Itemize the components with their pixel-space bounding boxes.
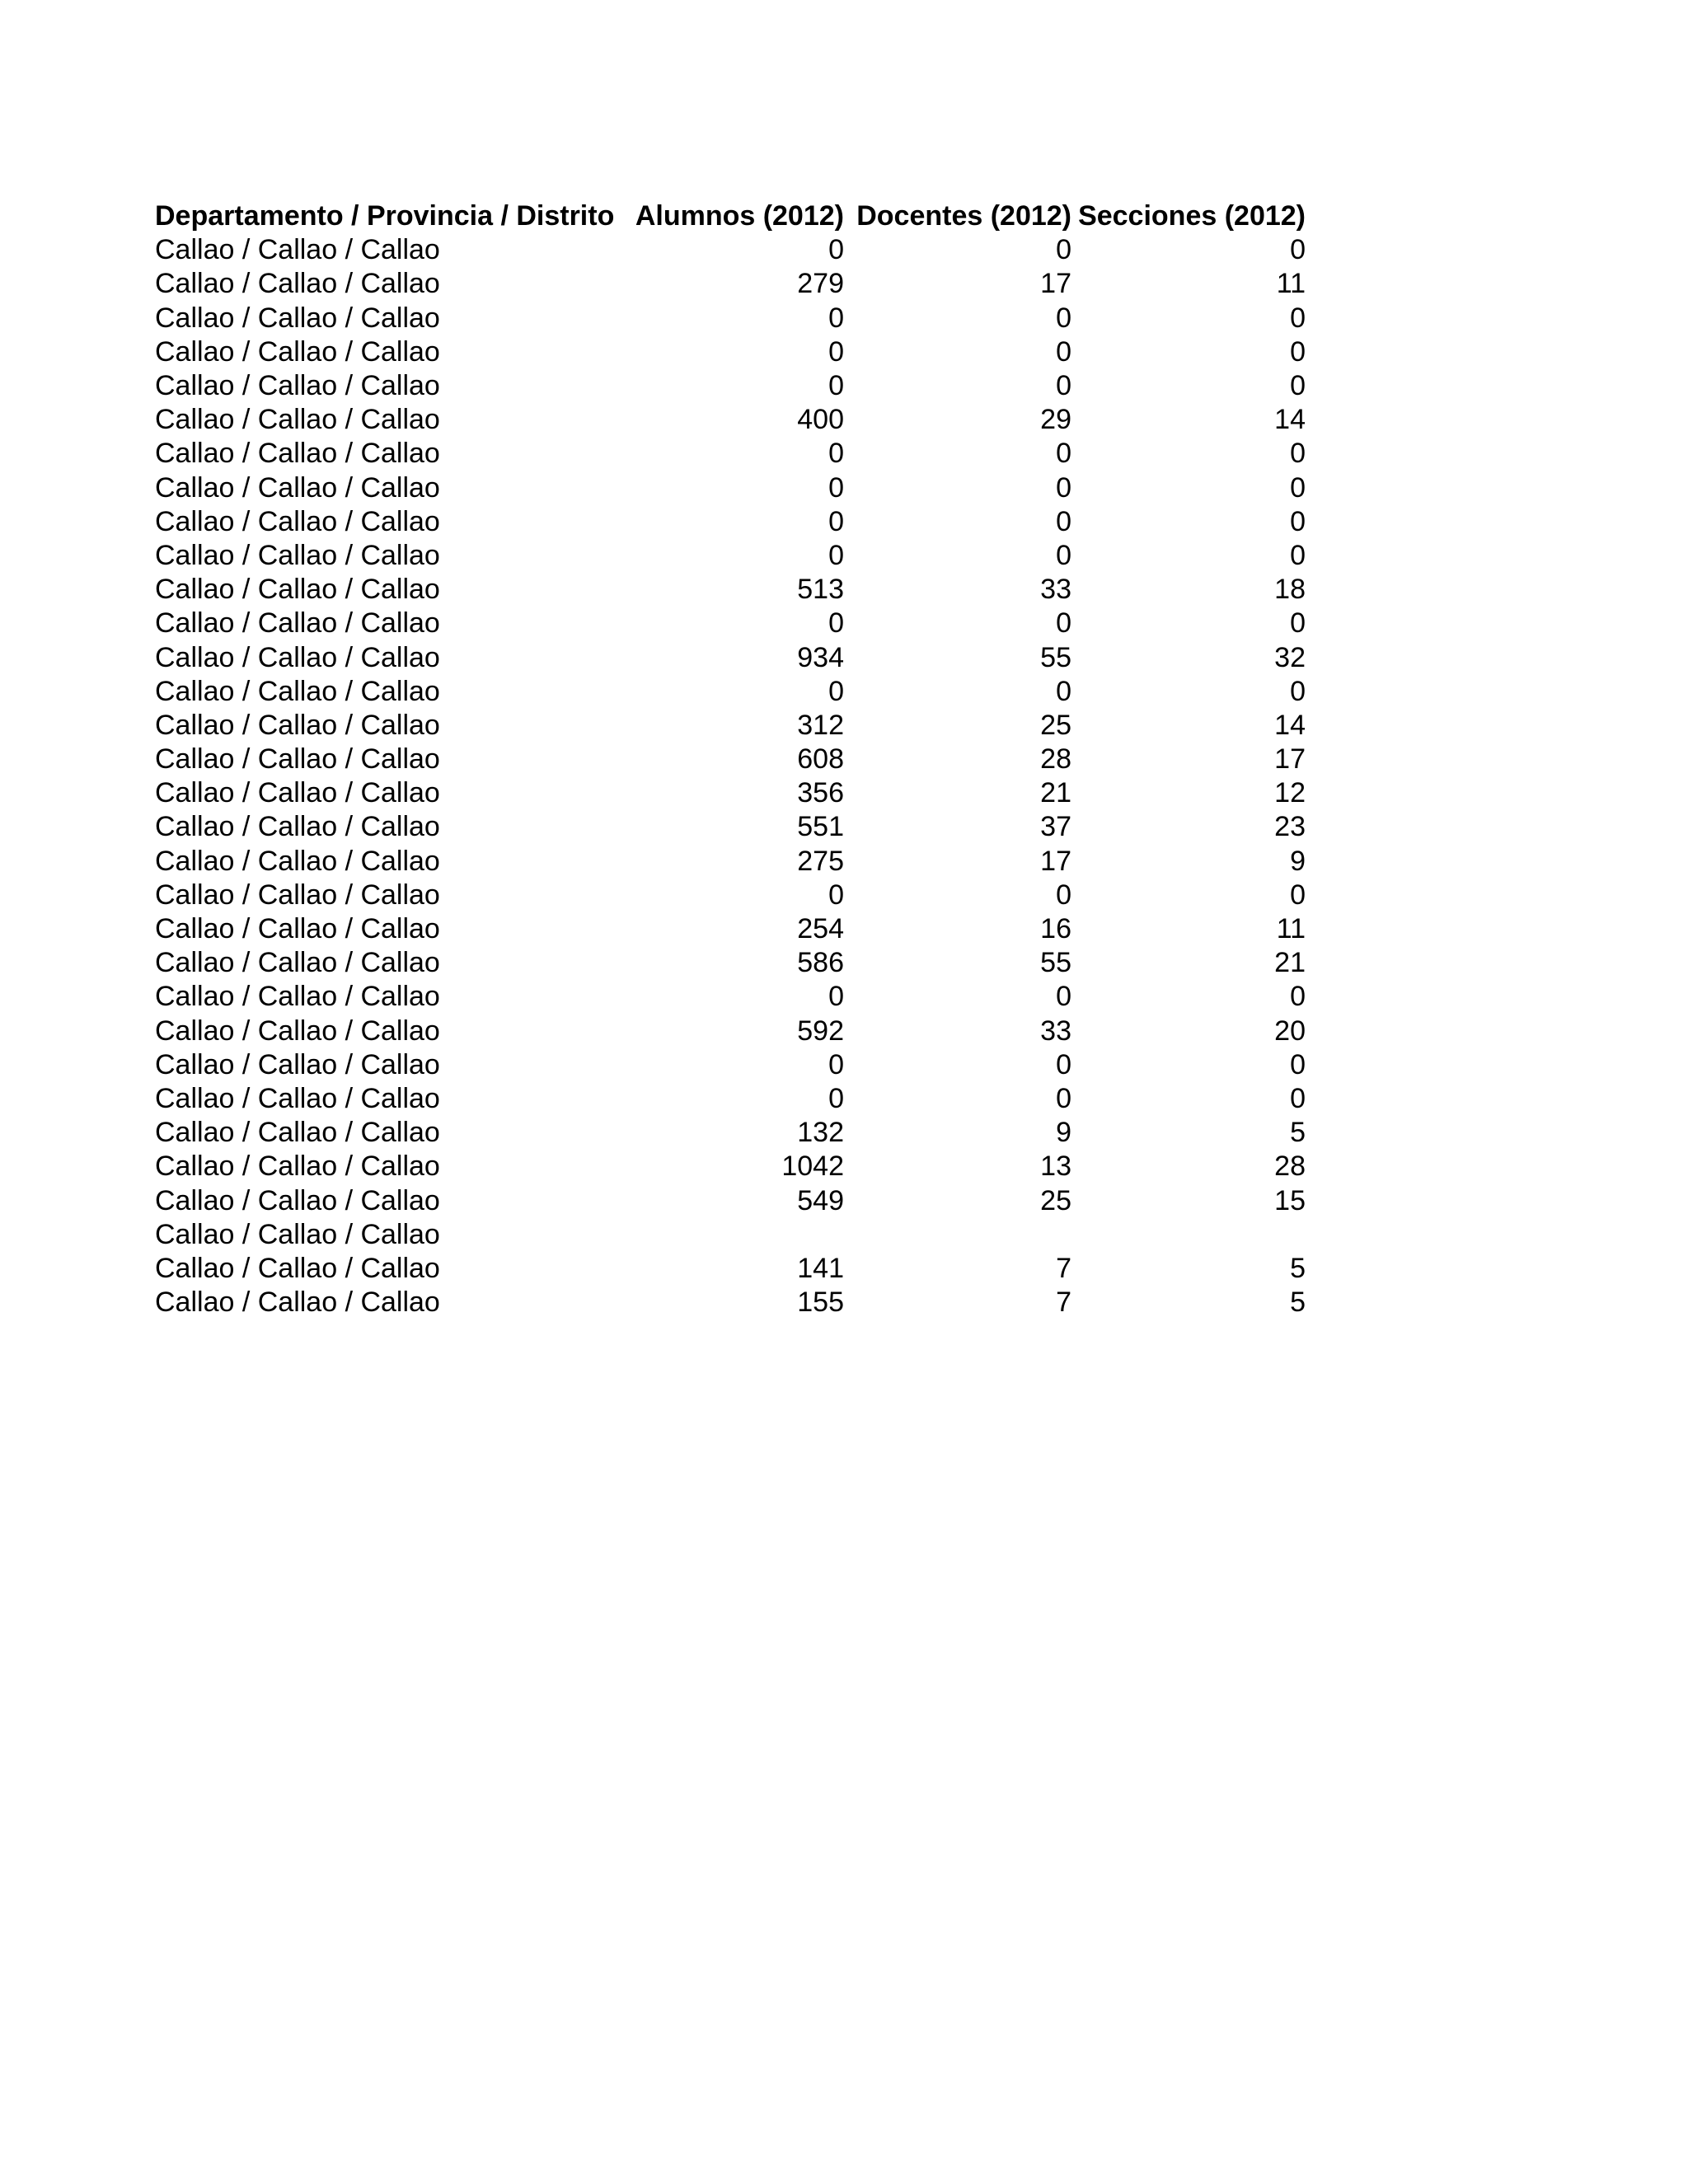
cell-students: 1042 [781,1151,844,1183]
table-row [155,437,1309,471]
cell-teachers: 37 [1040,811,1071,843]
cell-location: Callao / Callao / Callao [155,335,440,368]
table-row [155,980,1309,1014]
cell-teachers: 17 [1040,268,1071,300]
cell-students: 0 [828,471,844,504]
table-row [155,776,1309,810]
header-sections: Secciones (2012) [1078,200,1306,232]
cell-sections: 12 [1274,777,1306,809]
cell-teachers: 0 [1056,505,1071,537]
table-row [155,1082,1309,1116]
cell-sections: 0 [1290,981,1306,1013]
cell-teachers: 29 [1040,404,1071,436]
cell-location: Callao / Callao / Callao [155,234,440,266]
cell-students: 0 [828,370,844,402]
cell-students: 275 [797,845,844,877]
cell-students: 586 [797,947,844,979]
cell-students: 279 [797,268,844,300]
cell-students: 549 [797,1184,844,1216]
cell-teachers: 0 [1056,539,1071,571]
cell-sections: 0 [1290,879,1306,911]
table-row [155,403,1309,437]
cell-sections: 32 [1274,641,1306,673]
cell-location: Callao / Callao / Callao [155,981,440,1013]
cell-location: Callao / Callao / Callao [155,675,440,707]
cell-location: Callao / Callao / Callao [155,913,440,945]
table-row [155,233,1309,267]
cell-students: 141 [797,1252,844,1284]
cell-students: 356 [797,777,844,809]
cell-sections: 0 [1290,1048,1306,1080]
cell-location: Callao / Callao / Callao [155,1184,440,1216]
cell-students: 132 [797,1117,844,1149]
cell-students: 400 [797,404,844,436]
cell-students: 608 [797,743,844,776]
cell-sections: 0 [1290,539,1306,571]
header-students: Alumnos (2012) [635,200,844,232]
cell-teachers: 0 [1056,1048,1071,1080]
cell-sections: 18 [1274,574,1306,606]
cell-sections: 0 [1290,302,1306,334]
cell-students: 0 [828,1082,844,1114]
cell-sections: 28 [1274,1151,1306,1183]
cell-sections: 17 [1274,743,1306,776]
cell-location: Callao / Callao / Callao [155,879,440,911]
table-row [155,1252,1309,1286]
cell-teachers: 28 [1040,743,1071,776]
data-table [155,199,1309,1319]
cell-location: Callao / Callao / Callao [155,607,440,640]
cell-teachers: 0 [1056,471,1071,504]
cell-students: 0 [828,675,844,707]
cell-sections: 5 [1290,1286,1306,1319]
cell-students: 312 [797,709,844,741]
cell-teachers: 0 [1056,438,1071,470]
cell-sections: 15 [1274,1184,1306,1216]
cell-teachers: 33 [1040,574,1071,606]
cell-sections: 9 [1290,845,1306,877]
cell-location: Callao / Callao / Callao [155,641,440,673]
cell-teachers: 16 [1040,913,1071,945]
cell-location: Callao / Callao / Callao [155,1286,440,1319]
cell-teachers: 25 [1040,1184,1071,1216]
cell-students: 0 [828,505,844,537]
table-row [155,267,1309,301]
table-row [155,1116,1309,1150]
cell-students: 592 [797,1015,844,1047]
cell-students: 155 [797,1286,844,1319]
cell-sections: 0 [1290,335,1306,368]
cell-students: 254 [797,913,844,945]
cell-teachers: 0 [1056,675,1071,707]
cell-sections: 14 [1274,709,1306,741]
cell-location: Callao / Callao / Callao [155,709,440,741]
cell-sections: 14 [1274,404,1306,436]
table-row [155,709,1309,743]
table-row [155,1218,1309,1252]
cell-teachers: 7 [1056,1252,1071,1284]
cell-teachers: 0 [1056,335,1071,368]
table-header-row [155,199,1309,233]
cell-sections: 0 [1290,607,1306,640]
cell-sections: 11 [1276,913,1306,945]
cell-teachers: 9 [1056,1117,1071,1149]
cell-sections: 0 [1290,438,1306,470]
cell-students: 0 [828,438,844,470]
table-row [155,1048,1309,1082]
cell-location: Callao / Callao / Callao [155,1117,440,1149]
cell-students: 0 [828,234,844,266]
cell-students: 934 [797,641,844,673]
table-row [155,1183,1309,1217]
cell-sections: 0 [1290,370,1306,402]
table-row [155,302,1309,335]
table-row [155,505,1309,539]
cell-teachers: 0 [1056,607,1071,640]
cell-location: Callao / Callao / Callao [155,1151,440,1183]
cell-students: 0 [828,335,844,368]
header-teachers: Docentes (2012) [856,200,1071,232]
cell-sections: 0 [1290,505,1306,537]
cell-sections: 23 [1274,811,1306,843]
cell-location: Callao / Callao / Callao [155,302,440,334]
cell-sections: 5 [1290,1252,1306,1284]
cell-teachers: 0 [1056,981,1071,1013]
cell-location: Callao / Callao / Callao [155,1082,440,1114]
table-row [155,946,1309,980]
table-row [155,912,1309,946]
cell-students: 0 [828,981,844,1013]
cell-sections: 21 [1274,947,1306,979]
cell-location: Callao / Callao / Callao [155,268,440,300]
cell-students: 0 [828,879,844,911]
table-row [155,369,1309,403]
cell-location: Callao / Callao / Callao [155,471,440,504]
cell-teachers: 0 [1056,370,1071,402]
cell-teachers: 33 [1040,1015,1071,1047]
table-row [155,743,1309,776]
cell-teachers: 0 [1056,879,1071,911]
table-row [155,335,1309,369]
cell-students: 551 [797,811,844,843]
cell-teachers: 7 [1056,1286,1071,1319]
cell-location: Callao / Callao / Callao [155,1048,440,1080]
cell-teachers: 0 [1056,302,1071,334]
cell-location: Callao / Callao / Callao [155,1218,440,1250]
cell-location: Callao / Callao / Callao [155,438,440,470]
cell-teachers: 17 [1040,845,1071,877]
table-row [155,879,1309,912]
table-row [155,471,1309,505]
table-row [155,1286,1309,1319]
cell-location: Callao / Callao / Callao [155,370,440,402]
cell-location: Callao / Callao / Callao [155,947,440,979]
cell-sections: 0 [1290,471,1306,504]
cell-location: Callao / Callao / Callao [155,539,440,571]
cell-sections: 11 [1276,268,1306,300]
cell-location: Callao / Callao / Callao [155,777,440,809]
table-row [155,810,1309,844]
table-row [155,675,1309,709]
cell-location: Callao / Callao / Callao [155,1015,440,1047]
cell-location: Callao / Callao / Callao [155,404,440,436]
cell-teachers: 0 [1056,1082,1071,1114]
cell-students: 513 [797,574,844,606]
cell-location: Callao / Callao / Callao [155,845,440,877]
table-row [155,1015,1309,1048]
cell-sections: 20 [1274,1015,1306,1047]
cell-sections: 0 [1290,1082,1306,1114]
cell-sections: 0 [1290,675,1306,707]
cell-location: Callao / Callao / Callao [155,574,440,606]
cell-students: 0 [828,607,844,640]
cell-location: Callao / Callao / Callao [155,811,440,843]
table-row [155,607,1309,640]
cell-teachers: 21 [1040,777,1071,809]
cell-teachers: 55 [1040,947,1071,979]
cell-location: Callao / Callao / Callao [155,505,440,537]
table-row [155,640,1309,674]
table-row [155,1150,1309,1183]
cell-location: Callao / Callao / Callao [155,743,440,776]
table-body [155,233,1309,1319]
header-location: Departamento / Provincia / Distrito [155,200,615,232]
cell-teachers: 25 [1040,709,1071,741]
table-row [155,539,1309,573]
cell-teachers: 0 [1056,234,1071,266]
cell-students: 0 [828,539,844,571]
cell-students: 0 [828,302,844,334]
table-row [155,573,1309,607]
cell-sections: 5 [1290,1117,1306,1149]
cell-students: 0 [828,1048,844,1080]
cell-teachers: 13 [1040,1151,1071,1183]
cell-location: Callao / Callao / Callao [155,1252,440,1284]
table-row [155,845,1309,879]
cell-teachers: 55 [1040,641,1071,673]
cell-sections: 0 [1290,234,1306,266]
